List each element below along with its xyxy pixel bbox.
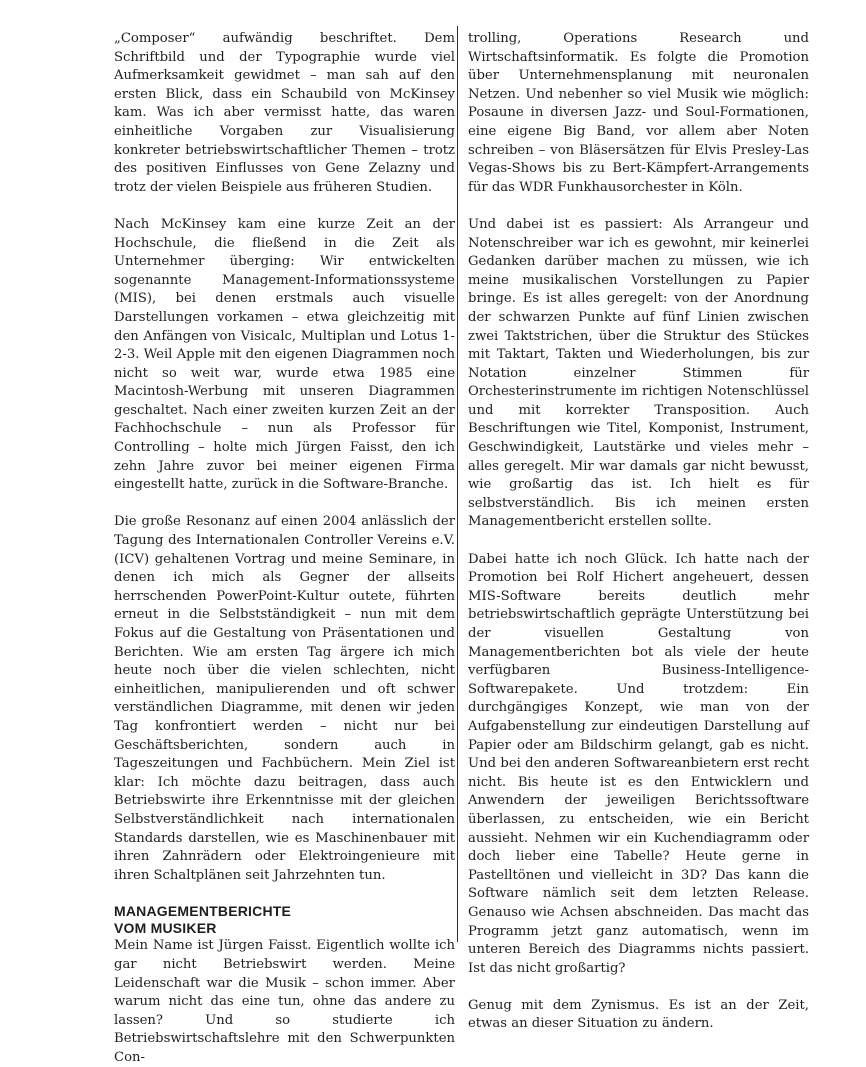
paragraph: „Composer“ aufwändig beschriftet. Dem Schriftbild und der Typographie wurde viel Aufmerksamkeit gewidmet – man sah auf den ersten Blick, dass ein Schaubild von McKinsey kam. Was ich aber vermisst hatte, das waren einheitliche Vorgaben zur Visualisierung konkreter betriebswirtschaftlicher Themen – trotz des positiven Einflusses von Gene Zelazny und trotz der vielen Beispiele aus früheren Studien. [114,31,455,195]
right-column [468,30,809,1034]
paragraph: Genug mit dem Zynismus. Es ist an der Zeit, etwas an dieser Situation zu ändern. [468,997,809,1032]
column-divider [457,26,458,942]
paragraph: Dabei hatte ich noch Glück. Ich hatte nach der Promotion bei Rolf Hichert angeheuert, dessen MIS-Software bereits deutlich mehr betriebswirtschaftlich geprägte Unterstützung bei der visuellen Gestaltung von Managementberichten bot als viele der heute verfügbaren Business-Intelligence-Softwarepakete. Und trotzdem: Ein durchgängiges Konzept, wie man von der Aufgabenstellung zur eindeutigen Darstellung auf Papier oder am Bildschirm gelangt, gab es nicht. Und bei den anderen Softwareanbietern erst recht nicht. Bis heute ist es den Entwicklern und Anwendern der jeweiligen Berichtssoftware überlassen, zu entscheiden, wie ein Bericht aussieht. Nehmen wir ein Kuchendiagramm oder doch lieber eine Tabelle? Heute gerne in Pastelltönen und vielleicht in 3D? Das kann die Software nämlich seit dem letzten Release. Genauso wie Achsen abschneiden. Das macht das Programm jetzt ganz automatisch, wenn im unteren Bereich des Diagramms nichts passiert. Ist das nicht großartig? [468,551,809,976]
section-heading-line2: VOM MUSIKER [114,919,217,936]
paragraph: Nach McKinsey kam eine kurze Zeit an der Hochschule, die fließend in die Zeit als Unternehmer überging: Wir entwickelten sogenannte Management-Informationssysteme (MIS), bei denen erstmals auch visuelle Darstellungen vorkamen – etwa gleichzeitig mit den Anfängen von Visicalc, Multiplan und Lotus 1-2-3. Weil Apple mit den eigenen Diagrammen noch nicht so weit war, wurde etwa 1985 eine Macintosh-Werbung mit unseren Diagrammen geschaltet. Nach einer zweiten kurzen Zeit an der Fachhochschule – nun als Professor für Controlling – holte mich Jürgen Faisst, den ich zehn Jahre zuvor bei meiner eigenen Firma eingestellt hatte, zurück in die Software-Branche. [114,216,455,493]
left-column [114,30,455,1067]
section-heading-line1: MANAGEMENTBERICHTE [114,903,292,920]
paragraph: trolling, Operations Research und Wirtschaftsinformatik. Es folgte die Promotion über Unternehmensplanung mit neuronalen Netzen. Und nebenher so viel Musik wie möglich: Posaune in diversen Jazz- und Soul-Formationen, eine eigene Big Band, vor allem aber Noten schreiben – von Bläsersätzen für Elvis Presley-Las Vegas-Shows bis zu Bert-Kämpfert-Arrangements für das WDR Funkhausorchester in Köln. [468,31,809,195]
paragraph: Und dabei ist es passiert: Als Arrangeur und Notenschreiber war ich es gewohnt, mir keinerlei Gedanken darüber machen zu müssen, wie ich meine musikalischen Vorstellungen zu Papier bringe. Es ist alles geregelt: von der Anordnung der schwarzen Punkte auf fünf Linien zwischen zwei Taktstrichen, über die Struktur des Stückes mit Taktart, Takten und Wiederholungen, bis zur Notation einzelner Stimmen für Orchesterinstrumente im richtigen Notenschlüssel und mit korrekter Transposition. Auch Beschriftungen wie Titel, Komponist, Instrument, Geschwindigkeit, Lautstärke und vieles mehr – alles geregelt. Mir war damals gar nicht bewusst, wie großartig das ist. Ich hielt es für selbstverständlich. Bis ich meinen ersten Managementbericht erstellen sollte. [468,216,809,530]
paragraph: Die große Resonanz auf einen 2004 anlässlich der Tagung des Internationalen Controller Vereins e.V. (ICV) gehaltenen Vortrag und meine Seminare, in denen ich mich als Gegner der allseits herrschenden PowerPoint-Kultur outete, führten erneut in die Selbstständigkeit – nun mit dem Fokus auf die Gestaltung von Präsentationen und Berichten. Wie am ersten Tag ärgere ich mich heute noch über die vielen schlechten, nicht einheitlichen, manipulierenden und oft schwer verständlichen Diagramme, mit denen wir jeden Tag konfrontiert werden – nicht nur bei Geschäftsberichten, sondern auch in Tageszeitungen und Fachbüchern. Mein Ziel ist klar: Ich möchte dazu beitragen, dass auch Betriebswirte ihre Erkenntnisse mit der gleichen Selbstverständlichkeit nach internationalen Standards darstellen, wie es Maschinenbauer mit ihren Zahnrädern oder Elektroingenieure mit ihren Schaltplänen seit Jahrzehnten tun. [114,514,455,883]
section-heading [114,903,455,936]
paragraph: Mein Name ist Jürgen Faisst. Eigentlich wollte ich gar nicht Betriebswirt werden. Meine Leidenschaft war die Musik – schon immer. Aber warum nicht das eine tun, ohne das andere zu lassen? Und so studierte ich Betriebswirtschaftslehre mit den Schwerpunkten Con- [114,938,455,1065]
